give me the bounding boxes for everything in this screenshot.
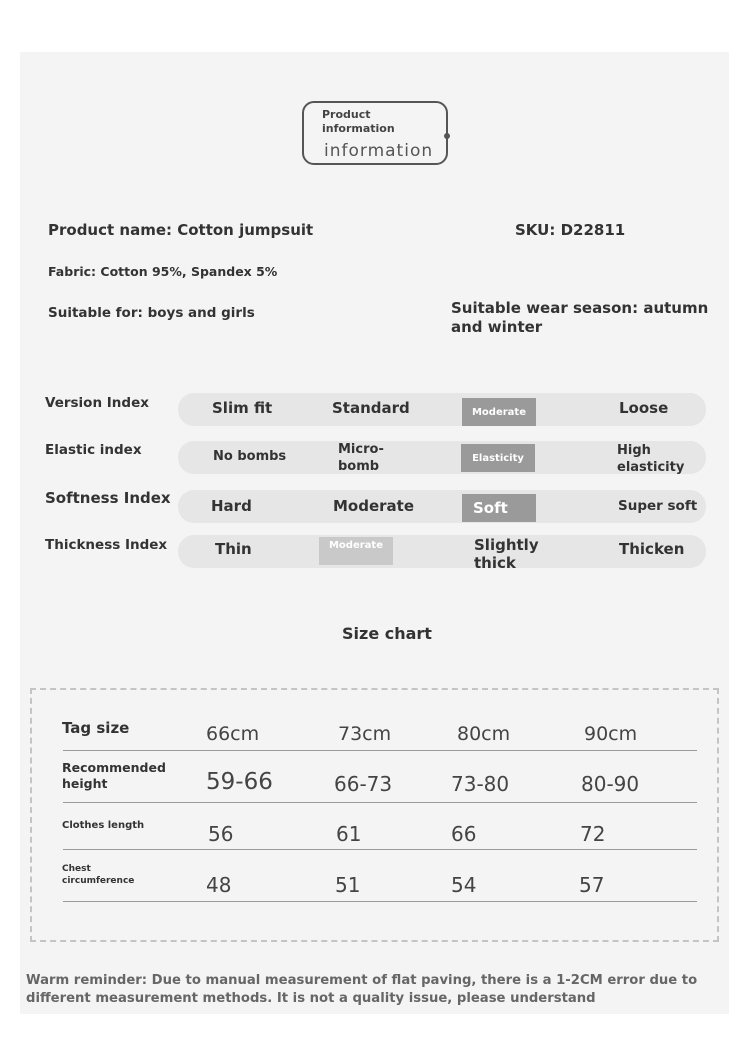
product-fabric: Fabric: Cotton 95%, Spandex 5% [48, 264, 278, 279]
thickness-option-moderate-selected: Moderate [319, 537, 393, 565]
table-divider [63, 901, 697, 902]
chest-cell: 57 [579, 873, 605, 897]
table-divider [63, 849, 697, 850]
elastic-option-micro-line1: Micro- [338, 442, 384, 457]
elastic-option-high-line2: elasticity [617, 460, 685, 475]
badge-small-line2: information [322, 122, 395, 135]
elastic-index-label: Elastic index [45, 442, 142, 458]
row-label-recommended-height [62, 760, 166, 792]
thickness-option-slightly-line2: thick [474, 554, 516, 572]
tag-size-cell: 80cm [457, 723, 511, 745]
chest-cell: 48 [206, 873, 232, 897]
tag-size-cell: 66cm [206, 723, 260, 745]
chest-cell: 54 [451, 873, 477, 897]
warm-reminder-line1: Warm reminder: Due to manual measurement of flat paving, there is a 1-2CM error due to [26, 973, 698, 988]
version-option-standard: Standard [332, 399, 410, 417]
row-label-recommended-line2: height [62, 776, 108, 791]
row-label-chest-line1: Chest [62, 864, 91, 874]
thickness-option-slightly-line1: Slightly [474, 536, 539, 554]
table-divider [63, 802, 697, 803]
row-label-tag-size: Tag size [62, 719, 130, 737]
height-cell: 73-80 [451, 772, 510, 796]
warm-reminder-line2: different measurement methods. It is not a quality issue, please understand [26, 991, 596, 1006]
version-option-slim-fit: Slim fit [212, 399, 273, 417]
row-label-recommended-line1: Recommended [62, 760, 166, 775]
product-season-line2: and winter [451, 318, 543, 336]
product-information-badge [302, 101, 448, 165]
softness-option-super-soft: Super soft [618, 498, 698, 514]
row-label-clothes-length: Clothes length [62, 820, 145, 831]
length-cell: 66 [451, 822, 477, 846]
thickness-index-label: Thickness Index [45, 537, 168, 553]
chest-cell: 51 [335, 873, 361, 897]
elastic-option-micro-line2: bomb [338, 459, 380, 474]
version-index-label: Version Index [45, 395, 149, 411]
version-option-moderate-selected: Moderate [462, 398, 536, 426]
product-sku: SKU: D22811 [515, 221, 626, 239]
height-cell: 59-66 [206, 769, 273, 795]
length-cell: 72 [580, 822, 606, 846]
table-divider [63, 750, 697, 751]
tag-size-cell: 90cm [584, 723, 638, 745]
badge-big-text: information [324, 141, 434, 161]
product-season-line1: Suitable wear season: autumn [451, 299, 709, 317]
size-chart-title: Size chart [342, 624, 432, 643]
height-cell: 80-90 [581, 772, 640, 796]
softness-option-soft-selected: Soft [462, 494, 536, 522]
elastic-option-high-line1: High [617, 443, 651, 458]
product-season [451, 299, 708, 337]
thickness-option-slightly-thick [474, 536, 539, 572]
elastic-option-no-bombs: No bombs [213, 449, 287, 464]
badge-dot [444, 133, 450, 139]
row-label-chest-circumference [62, 863, 134, 887]
thickness-option-thin: Thin [215, 540, 252, 558]
warm-reminder [26, 972, 697, 1008]
softness-option-moderate: Moderate [333, 497, 415, 515]
version-option-loose: Loose [619, 399, 669, 417]
elastic-option-high-elasticity [617, 442, 684, 476]
length-cell: 56 [208, 822, 234, 846]
thickness-option-thicken: Thicken [619, 540, 685, 558]
badge-small-text [322, 108, 395, 136]
height-cell: 66-73 [334, 772, 393, 796]
elastic-option-micro-bomb [338, 441, 384, 475]
product-suitable-for: Suitable for: boys and girls [48, 305, 255, 321]
row-label-chest-line2: circumference [62, 876, 135, 886]
product-name: Product name: Cotton jumpsuit [48, 221, 314, 239]
softness-option-hard: Hard [211, 497, 252, 515]
softness-index-label: Softness Index [45, 489, 171, 507]
badge-small-line1: Product [322, 108, 371, 121]
length-cell: 61 [336, 822, 362, 846]
tag-size-cell: 73cm [338, 723, 392, 745]
elastic-option-elasticity-selected: Elasticity [461, 444, 535, 472]
